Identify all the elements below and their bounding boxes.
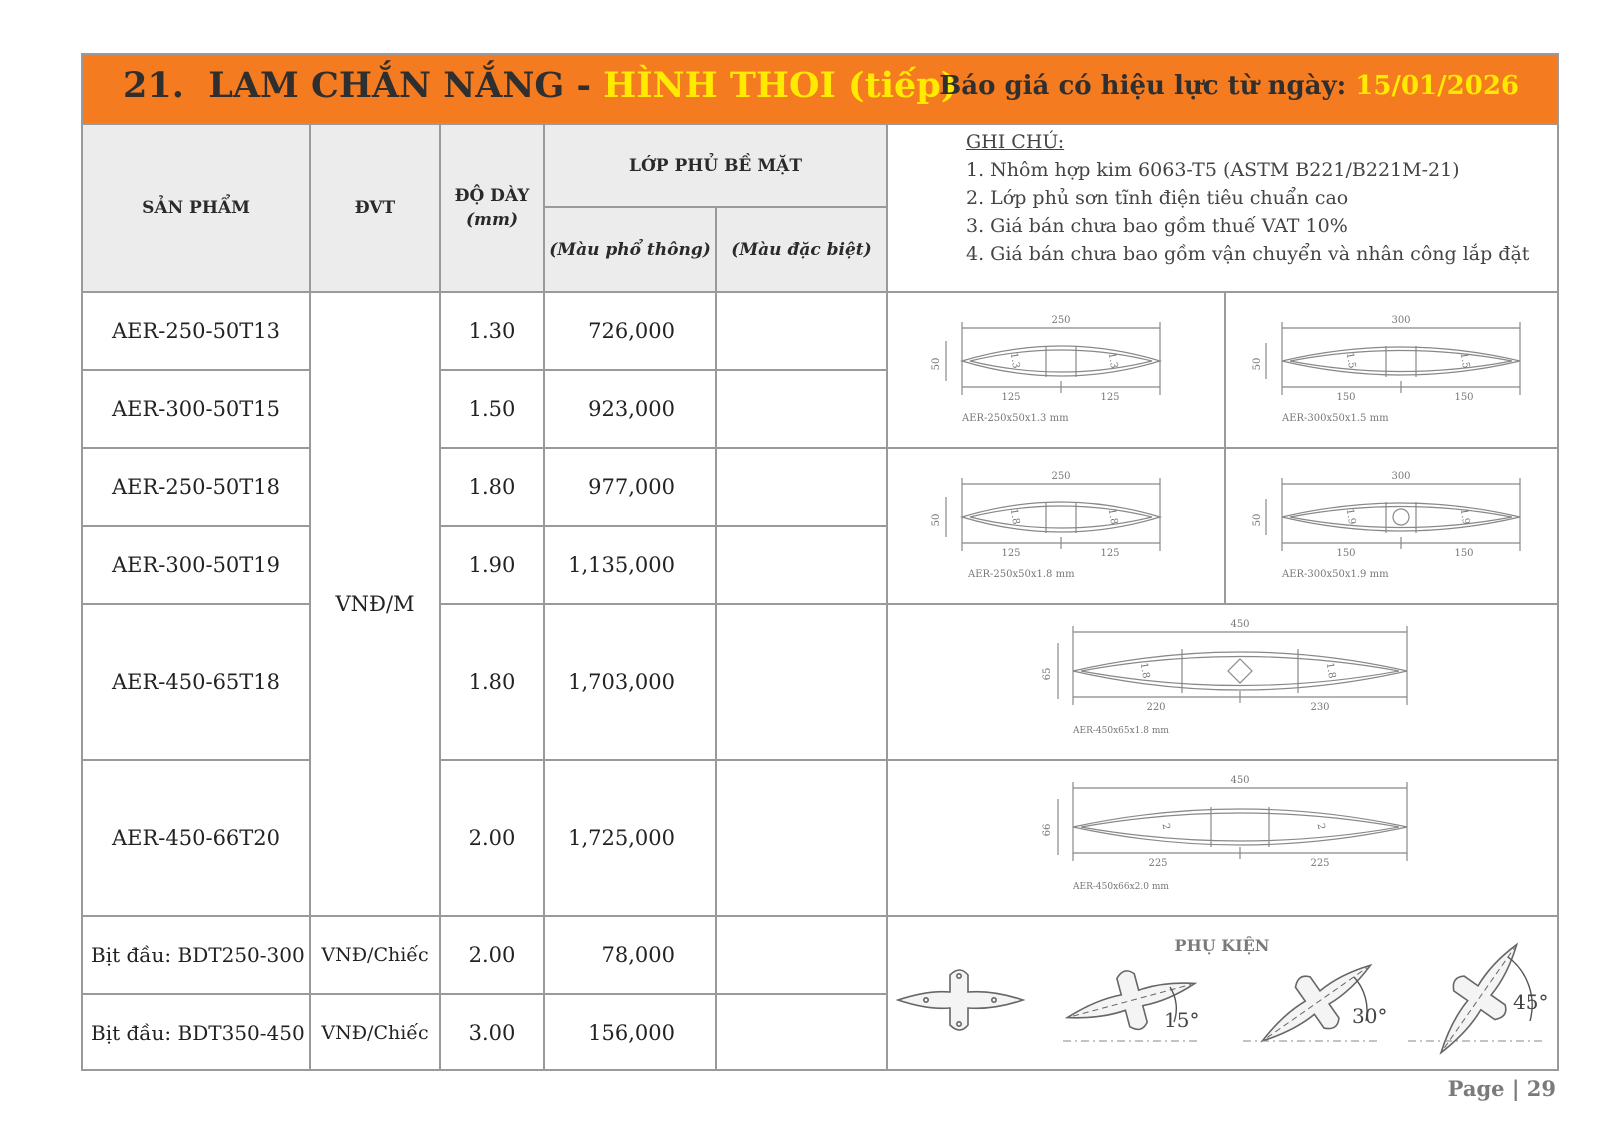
header-coating: LỚP PHỦ BỀ MẶT [545,125,888,208]
product-thickness: 2.00 [441,761,545,917]
notes-title: GHI CHÚ: [966,131,1065,153]
drawing-caption: AER-300x50x1.9 mm [1282,569,1389,580]
drawing-height: 50 [931,357,942,371]
note-line: 1. Nhôm hợp kim 6063-T5 (ASTM B221/B221M-21) [966,159,1460,181]
validity-date: 15/01/2026 [1355,71,1519,101]
product-thickness: 1.90 [441,527,545,605]
header-product: SẢN PHẨM [83,125,311,293]
drawing-caption: AER-250x50x1.3 mm [962,413,1069,424]
drawing-thickness: 1.3 [1007,351,1022,370]
drawing-half-left: 150 [1336,548,1356,559]
title-highlight: HÌNH THOI (tiếp) [603,65,958,106]
product-name: AER-450-65T18 [83,605,311,761]
accessory-unit: VNĐ/Chiếc [311,917,441,995]
product-name: AER-250-50T18 [83,449,311,527]
accessory-name: Bịt đầu: BDT350-450 [83,995,311,1071]
drawing-half-left: 125 [1001,548,1021,559]
drawing-thickness: 1.9 [1343,507,1358,526]
drawing-height: 50 [931,513,942,527]
validity-label: Báo giá có hiệu lực từ ngày: [939,71,1347,101]
product-thickness: 1.80 [441,449,545,527]
accessory-price-standard: 156,000 [545,995,717,1071]
price-standard: 923,000 [545,371,717,449]
header-thickness-label: ĐỘ DÀY [454,186,530,206]
drawing-thickness: 1.8 [1137,661,1152,680]
header-unit: ĐVT [311,125,441,293]
drawing-height: 65 [1042,667,1053,681]
product-thickness: 1.50 [441,371,545,449]
drawing-caption: AER-450x65x1.8 mm [1073,726,1169,736]
drawing-thickness: 2 [1314,822,1327,831]
drawing-thickness: 2 [1159,822,1172,831]
shared-unit: VNĐ/M [311,293,441,917]
drawing-width: 250 [1051,315,1071,326]
price-standard: 977,000 [545,449,717,527]
drawing-half-right: 125 [1100,392,1120,403]
drawing-half-left: 220 [1146,702,1166,713]
price-standard: 726,000 [545,293,717,371]
title-main: LAM CHẮN NẮNG - [208,65,591,106]
drawing-width: 450 [1230,775,1250,786]
drawing-half-left: 125 [1001,392,1021,403]
angle-label: 30° [1352,1004,1388,1028]
accessory-price-standard: 78,000 [545,917,717,995]
angle-label: 45° [1513,990,1549,1014]
drawing-half-left: 225 [1148,858,1168,869]
drawing-thickness: 1.8 [1105,507,1120,526]
price-standard: 1,725,000 [545,761,717,917]
drawing-thickness: 1.3 [1105,351,1120,370]
drawing-half-right: 125 [1100,548,1120,559]
drawing-caption: AER-250x50x1.8 mm [968,569,1075,580]
drawing-half-right: 225 [1310,858,1330,869]
product-name: AER-300-50T19 [83,527,311,605]
note-line: 3. Giá bán chưa bao gồm thuế VAT 10% [966,215,1348,237]
drawing-width: 300 [1391,471,1411,482]
drawing-half-right: 150 [1454,548,1474,559]
accessories-title: PHỤ KIỆN [1174,936,1270,955]
accessory-thickness: 3.00 [441,995,545,1071]
drawing-caption: AER-450x66x2.0 mm [1073,882,1169,892]
drawing-thickness: 1.9 [1457,507,1472,526]
drawing-thickness: 1.5 [1343,351,1358,370]
drawing-half-right: 150 [1454,392,1474,403]
accessory-unit: VNĐ/Chiếc [311,995,441,1071]
note-line: 2. Lớp phủ sơn tĩnh điện tiêu chuẩn cao [966,187,1349,209]
drawing-thickness: 1.8 [1323,661,1338,680]
drawing-width: 300 [1391,315,1411,326]
drawing-thickness: 1.8 [1007,507,1022,526]
page-number: Page | 29 [1447,1076,1556,1101]
header-thickness-unit: (mm) [465,210,519,230]
accessory-name: Bịt đầu: BDT250-300 [83,917,311,995]
drawing-height: 50 [1252,513,1263,527]
header-standard-color: (Màu phổ thông) [545,208,717,293]
product-name: AER-450-66T20 [83,761,311,917]
table-frame [81,53,1559,1071]
price-standard: 1,135,000 [545,527,717,605]
drawing-thickness: 1.5 [1457,351,1472,370]
drawing-height: 66 [1042,823,1053,837]
drawing-width: 250 [1051,471,1071,482]
drawing-half-right: 230 [1310,702,1330,713]
accessory-thickness: 2.00 [441,917,545,995]
product-name: AER-300-50T15 [83,371,311,449]
drawing-caption: AER-300x50x1.5 mm [1282,413,1389,424]
section-number: 21. [123,65,184,106]
drawing-half-left: 150 [1336,392,1356,403]
product-thickness: 1.30 [441,293,545,371]
price-standard: 1,703,000 [545,605,717,761]
drawing-width: 450 [1230,619,1250,630]
product-thickness: 1.80 [441,605,545,761]
product-name: AER-250-50T13 [83,293,311,371]
note-line: 4. Giá bán chưa bao gồm vận chuyển và nhân công lắp đặt [966,243,1530,265]
header-special-color: (Màu đặc biệt) [717,208,888,293]
angle-label: 15° [1164,1008,1200,1032]
drawing-height: 50 [1252,357,1263,371]
